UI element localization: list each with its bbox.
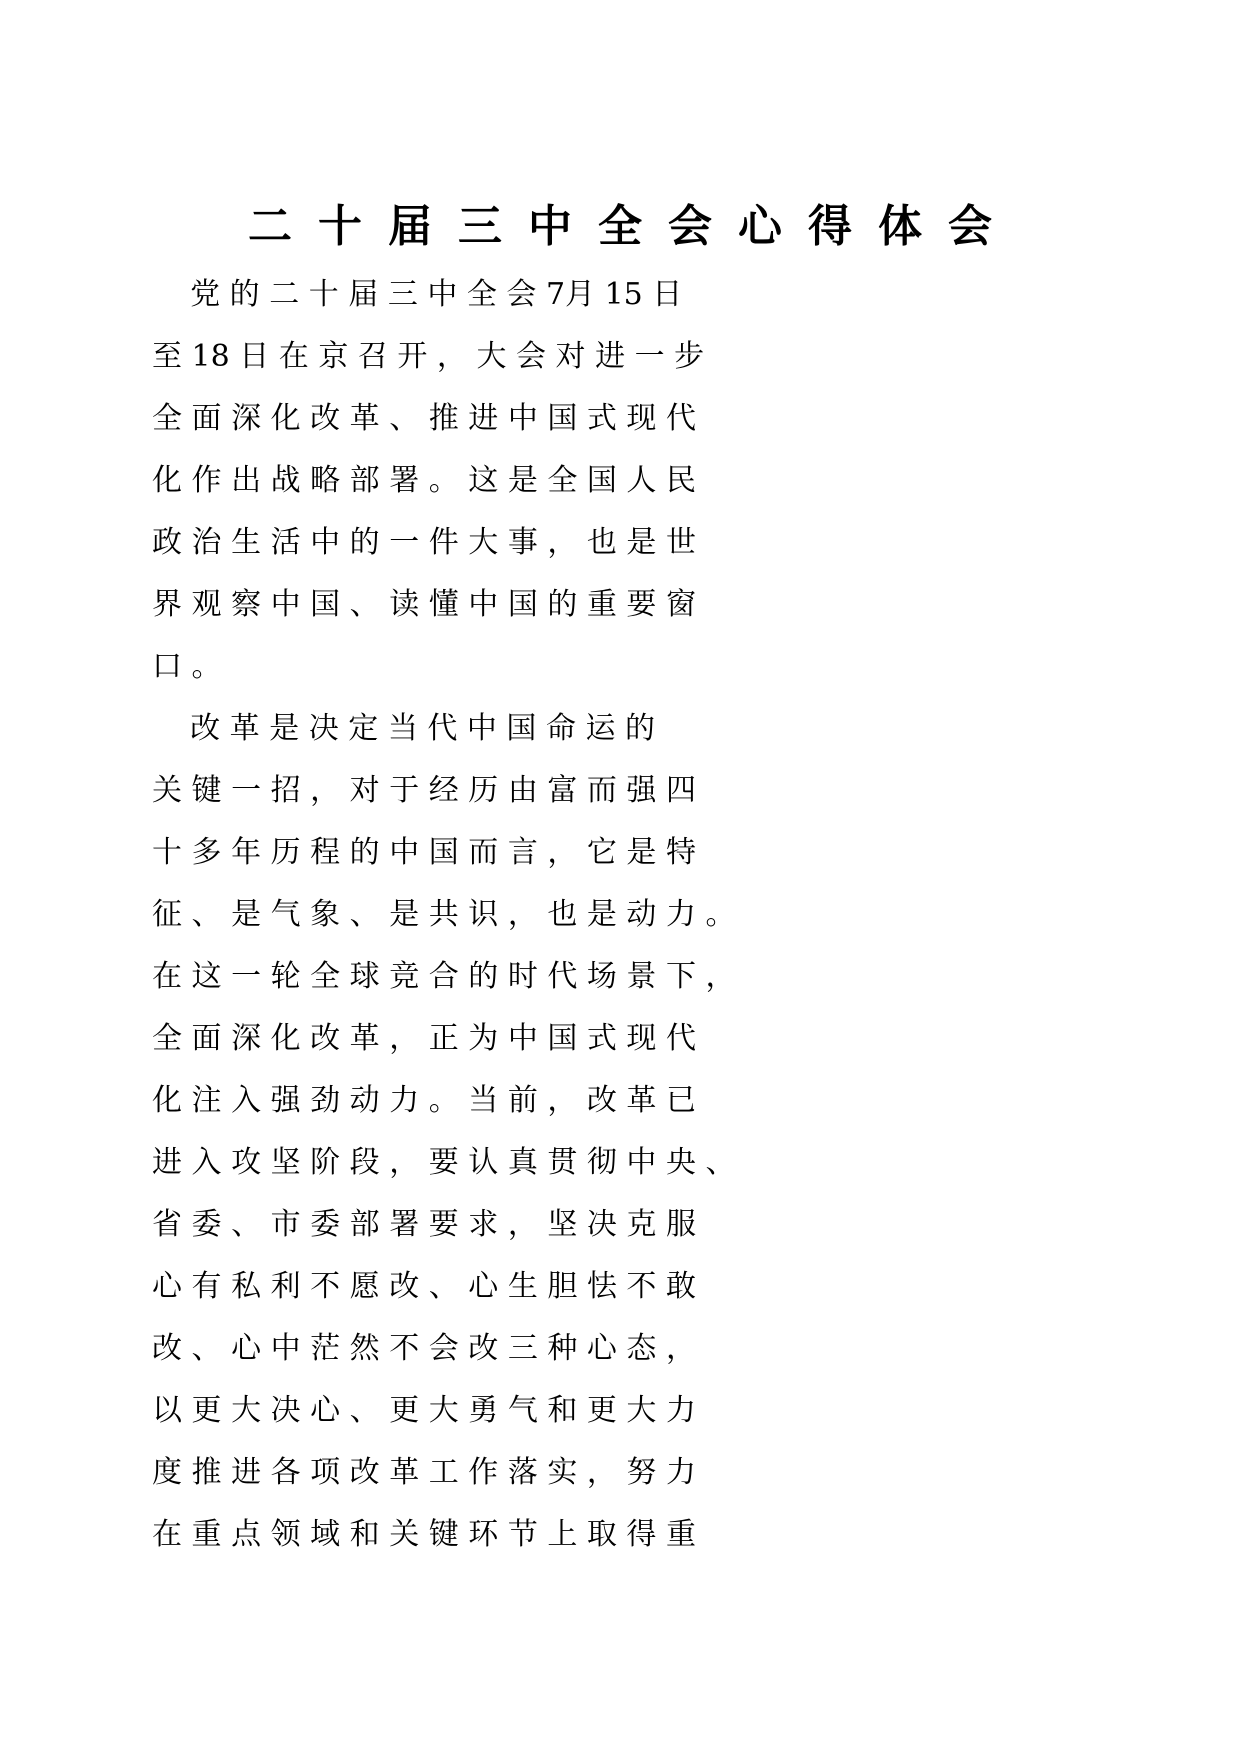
paragraph	[152, 264, 1152, 698]
document-title: 二十届三中全会心得体会	[248, 201, 1018, 252]
text-line: 化 注 入 强 劲 动 力 。 当 前 ， 改 革 已	[152, 1083, 696, 1118]
text-line: 进 入 攻 坚 阶 段 ， 要 认 真 贯 彻 中 央 、	[152, 1145, 736, 1180]
text-line: 在 这 一 轮 全 球 竞 合 的 时 代 场 景 下 ，	[152, 959, 736, 994]
text-line: 度 推 进 各 项 改 革 工 作 落 实 ， 努 力	[152, 1455, 696, 1490]
text-line: 征 、 是 气 象 、 是 共 识 ， 也 是 动 力 。	[152, 897, 736, 932]
text-line: 化 作 出 战 略 部 署 。 这 是 全 国 人 民	[152, 463, 696, 498]
text-line: 十 多 年 历 程 的 中 国 而 言 ， 它 是 特	[152, 835, 696, 870]
text-line: 政 治 生 活 中 的 一 件 大 事 ， 也 是 世	[152, 525, 696, 560]
text-line: 省 委 、 市 委 部 署 要 求 ， 坚 决 克 服	[152, 1207, 696, 1242]
paragraph	[152, 698, 1152, 1566]
text-line: 在 重 点 领 域 和 关 键 环 节 上 取 得 重	[152, 1517, 696, 1552]
text-line: 改 革 是 决 定 当 代 中 国 命 运 的	[152, 711, 656, 746]
text-line: 以 更 大 决 心 、 更 大 勇 气 和 更 大 力	[152, 1393, 696, 1428]
text-line: 至 18 日 在 京 召 开 ， 大 会 对 进 一 步	[152, 339, 705, 374]
text-line: 全 面 深 化 改 革 ， 正 为 中 国 式 现 代	[152, 1021, 696, 1056]
text-line: 党 的 二 十 届 三 中 全 会 7月 15 日	[152, 277, 683, 312]
text-line: 改 、 心 中 茫 然 不 会 改 三 种 心 态 ，	[152, 1331, 696, 1366]
text-line: 关 键 一 招 ， 对 于 经 历 由 富 而 强 四	[152, 773, 696, 808]
text-line: 心 有 私 利 不 愿 改 、 心 生 胆 怯 不 敢	[152, 1269, 696, 1304]
document-body	[152, 264, 1152, 1566]
text-line: 全 面 深 化 改 革 、 推 进 中 国 式 现 代	[152, 401, 696, 436]
text-line: 口 。	[152, 649, 222, 684]
text-line: 界 观 察 中 国 、 读 懂 中 国 的 重 要 窗	[152, 587, 696, 622]
